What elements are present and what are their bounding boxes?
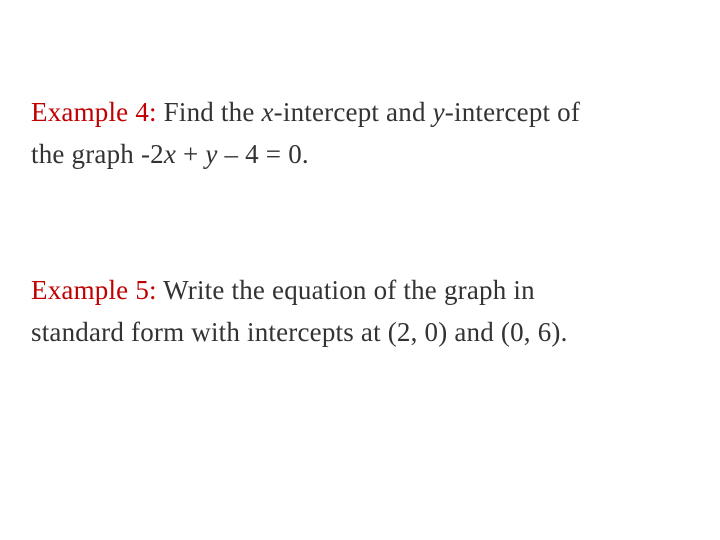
example-4 <box>31 91 701 175</box>
example-4-label: Example 4: <box>31 97 157 127</box>
example-5-label: Example 5: <box>31 275 157 305</box>
example-5 <box>31 269 701 353</box>
example-5-line-1 <box>31 269 701 311</box>
example-4-equation-b: + <box>176 139 206 169</box>
example-4-equation-a: the graph -2 <box>31 139 164 169</box>
y-variable: y <box>432 97 445 127</box>
example-5-text-a: Write the equation of the graph in <box>156 275 535 305</box>
x-variable: x <box>261 97 274 127</box>
example-4-line-2 <box>31 133 701 175</box>
equation-y-variable: y <box>205 139 218 169</box>
example-4-text-c: -intercept of <box>444 97 581 127</box>
example-4-line-1 <box>31 91 701 133</box>
example-4-equation-c: – 4 = 0. <box>217 139 309 169</box>
example-5-line-2: standard form with intercepts at (2, 0) and (0, 6). <box>31 317 568 347</box>
equation-x-variable: x <box>163 139 177 169</box>
example-4-text-b: -intercept and <box>273 97 433 127</box>
example-4-text-a: Find the <box>156 97 262 127</box>
